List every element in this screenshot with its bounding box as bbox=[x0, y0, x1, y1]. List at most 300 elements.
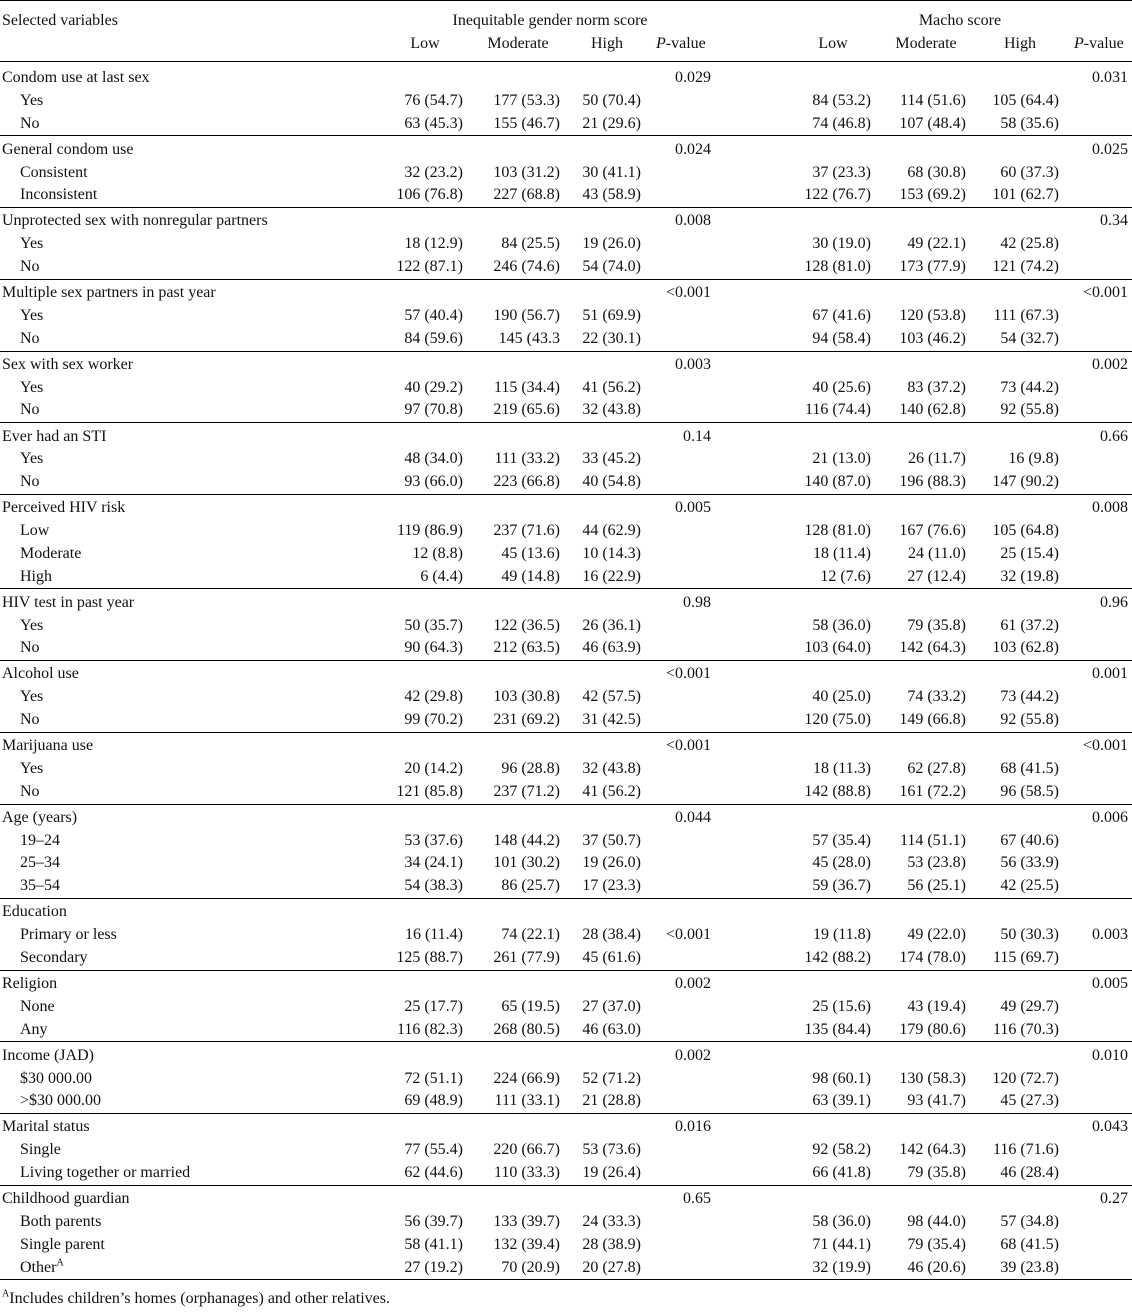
category-label: Moderate bbox=[20, 544, 82, 562]
table-cell: 10 (14.3) bbox=[582, 544, 641, 562]
table-cell: 53 (73.6) bbox=[582, 1141, 641, 1159]
table-cell: 227 (68.8) bbox=[493, 186, 560, 204]
table-cell: 190 (56.7) bbox=[493, 306, 560, 324]
category-label: Inconsistent bbox=[20, 186, 98, 204]
table-cell: 90 (64.3) bbox=[404, 639, 463, 657]
p-value-macho: 0.043 bbox=[1092, 1118, 1128, 1136]
header-col-moderate-1: Moderate bbox=[487, 35, 549, 52]
footnote-marker: A bbox=[2, 1288, 10, 1300]
table-cell: 116 (82.3) bbox=[396, 1020, 463, 1038]
table-cell: 21 (29.6) bbox=[582, 114, 641, 132]
table-cell: 16 (11.4) bbox=[404, 926, 463, 944]
category-label: Single parent bbox=[20, 1235, 105, 1253]
table-cell: 42 (25.5) bbox=[1000, 877, 1059, 895]
p-value-macho: 0.27 bbox=[1100, 1190, 1128, 1208]
variable-label: Unprotected sex with nonregular partners bbox=[2, 212, 268, 230]
table-cell: 42 (57.5) bbox=[582, 688, 641, 706]
table-cell: 37 (23.3) bbox=[812, 163, 871, 181]
table-cell: 103 (31.2) bbox=[493, 163, 560, 181]
table-cell: 61 (37.2) bbox=[1000, 616, 1059, 634]
table-cell: 110 (33.3) bbox=[493, 1164, 560, 1181]
table-cell: 44 (62.9) bbox=[582, 522, 641, 539]
table-cell: 49 (22.1) bbox=[907, 235, 966, 253]
row-separator bbox=[0, 207, 1132, 208]
variable-label: Religion bbox=[2, 975, 58, 992]
table-cell: 237 (71.6) bbox=[493, 522, 560, 539]
category-label: Single bbox=[20, 1141, 61, 1159]
table-cell: 20 (14.2) bbox=[404, 759, 463, 777]
table-cell: 115 (69.7) bbox=[992, 948, 1059, 966]
category-label: No bbox=[20, 329, 40, 347]
p-value-macho: 0.005 bbox=[1092, 975, 1128, 992]
table-cell: 103 (46.2) bbox=[899, 329, 966, 347]
table-cell: 74 (46.8) bbox=[812, 114, 871, 132]
table-cell: 84 (59.6) bbox=[404, 329, 463, 347]
table-cell: 22 (30.1) bbox=[582, 329, 641, 347]
category-label: Yes bbox=[20, 378, 44, 396]
table-cell: 53 (23.8) bbox=[907, 854, 966, 872]
table-cell: 16 (22.9) bbox=[582, 567, 641, 585]
table-cell: 42 (25.8) bbox=[1000, 235, 1059, 253]
category-label: High bbox=[20, 567, 52, 585]
table-cell: 50 (70.4) bbox=[582, 91, 641, 109]
table-cell: 51 (69.9) bbox=[582, 306, 641, 324]
variable-label: Ever had an STI bbox=[2, 427, 107, 445]
header-col-pvalue-2: P-value bbox=[1074, 35, 1124, 52]
category-label: No bbox=[20, 114, 40, 132]
header-col-high-1: High bbox=[591, 35, 623, 52]
row-separator bbox=[0, 1185, 1132, 1186]
category-label: Secondary bbox=[20, 948, 88, 966]
table-cell: 28 (38.4) bbox=[582, 926, 641, 944]
category-label: No bbox=[20, 401, 40, 419]
table-cell: 67 (41.6) bbox=[812, 306, 871, 324]
variable-label: Alcohol use bbox=[2, 665, 79, 683]
category-label: 25–34 bbox=[20, 854, 60, 872]
table-cell: 33 (45.2) bbox=[582, 450, 641, 468]
table-cell: 120 (53.8) bbox=[899, 306, 966, 324]
table-cell: 223 (66.8) bbox=[493, 473, 560, 491]
table-cell: 73 (44.2) bbox=[1000, 688, 1059, 706]
category-label: No bbox=[20, 258, 40, 275]
table-cell: 119 (86.9) bbox=[396, 522, 463, 539]
table-cell: 48 (34.0) bbox=[404, 450, 463, 468]
table-cell: 74 (33.2) bbox=[907, 688, 966, 706]
table-cell: 56 (33.9) bbox=[1000, 854, 1059, 872]
row-separator bbox=[0, 898, 1132, 899]
table-cell: 106 (76.8) bbox=[396, 186, 463, 204]
p-value-gender-norm: 0.005 bbox=[675, 499, 711, 517]
table-cell: 46 (63.0) bbox=[582, 1020, 641, 1038]
table-cell: 96 (28.8) bbox=[501, 759, 560, 777]
row-separator bbox=[0, 422, 1132, 423]
category-label: Low bbox=[20, 522, 50, 539]
table-cell: 71 (44.1) bbox=[812, 1235, 871, 1253]
p-value-macho: 0.006 bbox=[1092, 808, 1128, 826]
table-cell: 24 (33.3) bbox=[582, 1212, 641, 1230]
table-cell: 60 (37.3) bbox=[1000, 163, 1059, 181]
row-separator bbox=[0, 135, 1132, 136]
table-cell: 16 (9.8) bbox=[1008, 450, 1059, 468]
category-label: Any bbox=[20, 1020, 48, 1038]
table-cell: 142 (64.3) bbox=[899, 1141, 966, 1159]
table-cell: 173 (77.9) bbox=[899, 258, 966, 275]
table-cell: 50 (35.7) bbox=[404, 616, 463, 634]
table-cell: 45 (13.6) bbox=[501, 544, 560, 562]
variable-label: Education bbox=[2, 903, 67, 921]
table-cell: 83 (37.2) bbox=[907, 378, 966, 396]
category-label: No bbox=[20, 639, 40, 657]
table-cell: 62 (27.8) bbox=[907, 759, 966, 777]
table-cell: 120 (72.7) bbox=[992, 1069, 1059, 1087]
p-value-gender-norm: <0.001 bbox=[665, 665, 711, 683]
table-cell: 148 (44.2) bbox=[493, 831, 560, 849]
table-cell: 34 (24.1) bbox=[404, 854, 463, 872]
header-col-moderate-2: Moderate bbox=[895, 35, 957, 52]
table-cell: 27 (19.2) bbox=[404, 1258, 463, 1276]
table-cell: 116 (74.4) bbox=[804, 401, 871, 419]
table-cell: 46 (63.9) bbox=[582, 639, 641, 657]
table-cell: 45 (61.6) bbox=[582, 948, 641, 966]
table-cell: 77 (55.4) bbox=[404, 1141, 463, 1159]
table-cell: 224 (66.9) bbox=[493, 1069, 560, 1087]
category-label: No bbox=[20, 711, 40, 728]
table-cell: 246 (74.6) bbox=[493, 258, 560, 275]
table-cell: 39 (23.8) bbox=[1000, 1258, 1059, 1276]
table-cell: 140 (62.8) bbox=[899, 401, 966, 419]
row-separator bbox=[0, 1113, 1132, 1114]
table-cell: 122 (36.5) bbox=[493, 616, 560, 634]
table-cell: 121 (85.8) bbox=[396, 782, 463, 800]
p-value-macho: 0.001 bbox=[1092, 665, 1128, 683]
p-value-gender-norm: <0.001 bbox=[665, 284, 711, 302]
table-cell: 93 (66.0) bbox=[404, 473, 463, 491]
table-cell: 145 (43.3 bbox=[498, 329, 560, 347]
category-label: No bbox=[20, 782, 40, 800]
table-bottom-rule bbox=[0, 1279, 1132, 1280]
table-cell: 19 (11.8) bbox=[812, 926, 871, 944]
row-separator bbox=[0, 494, 1132, 495]
table-cell: 93 (41.7) bbox=[907, 1092, 966, 1110]
row-separator bbox=[0, 732, 1132, 733]
table-cell: 57 (40.4) bbox=[404, 306, 463, 324]
table-cell: 147 (90.2) bbox=[992, 473, 1059, 491]
category-label: >$30 000.00 bbox=[20, 1092, 102, 1110]
table-cell: 105 (64.4) bbox=[992, 91, 1059, 109]
table-cell: 99 (70.2) bbox=[404, 711, 463, 728]
table-cell: 142 (88.2) bbox=[804, 948, 871, 966]
table-cell: 142 (88.8) bbox=[804, 782, 871, 800]
p-value-macho: 0.008 bbox=[1092, 499, 1128, 517]
table-cell: 98 (60.1) bbox=[812, 1069, 871, 1087]
table-cell: 25 (17.7) bbox=[404, 997, 463, 1015]
table-cell: 54 (74.0) bbox=[582, 258, 641, 275]
table-cell: 32 (19.9) bbox=[812, 1258, 871, 1276]
table-cell: 32 (23.2) bbox=[404, 163, 463, 181]
table-cell: 167 (76.6) bbox=[899, 522, 966, 539]
category-label: Yes bbox=[20, 688, 44, 706]
table-cell: 101 (30.2) bbox=[493, 854, 560, 872]
variable-label: Sex with sex worker bbox=[2, 355, 134, 373]
p-value-gender-norm: <0.001 bbox=[665, 926, 711, 944]
table-cell: 74 (22.1) bbox=[501, 926, 560, 944]
table-cell: 46 (28.4) bbox=[1000, 1164, 1059, 1181]
p-value-macho: 0.010 bbox=[1092, 1046, 1128, 1064]
table-cell: 98 (44.0) bbox=[907, 1212, 966, 1230]
table-cell: 111 (67.3) bbox=[993, 306, 1059, 324]
table-cell: 32 (43.8) bbox=[582, 759, 641, 777]
row-separator bbox=[0, 1041, 1132, 1042]
table-cell: 92 (58.2) bbox=[812, 1141, 871, 1159]
table-cell: 121 (74.2) bbox=[992, 258, 1059, 275]
table-cell: 96 (58.5) bbox=[1000, 782, 1059, 800]
table-cell: 128 (81.0) bbox=[804, 522, 871, 539]
table-cell: 94 (58.4) bbox=[812, 329, 871, 347]
table-cell: 21 (13.0) bbox=[812, 450, 871, 468]
table-cell: 59 (36.7) bbox=[812, 877, 871, 895]
table-footnote bbox=[2, 1289, 390, 1309]
table-cell: 92 (55.8) bbox=[1000, 711, 1059, 728]
p-value-macho: 0.66 bbox=[1100, 427, 1128, 445]
category-label: Yes bbox=[20, 91, 44, 109]
p-value-macho: 0.025 bbox=[1092, 140, 1128, 158]
table-cell: 105 (64.8) bbox=[992, 522, 1059, 539]
p-value-gender-norm: 0.029 bbox=[675, 69, 711, 86]
table-cell: 17 (23.3) bbox=[582, 877, 641, 895]
category-label: Yes bbox=[20, 450, 44, 468]
p-value-gender-norm: 0.98 bbox=[683, 593, 711, 611]
category-label: No bbox=[20, 473, 40, 491]
table-cell: 52 (71.2) bbox=[582, 1069, 641, 1087]
table-cell: 19 (26.0) bbox=[582, 854, 641, 872]
table-cell: 128 (81.0) bbox=[804, 258, 871, 275]
table-cell: 111 (33.1) bbox=[494, 1092, 560, 1110]
table-cell: 54 (38.3) bbox=[404, 877, 463, 895]
table-cell: 149 (66.8) bbox=[899, 711, 966, 728]
table-cell: 268 (80.5) bbox=[493, 1020, 560, 1038]
header-col-high-2: High bbox=[1004, 35, 1036, 52]
table-cell: 18 (11.4) bbox=[812, 544, 871, 562]
table-cell: 12 (7.6) bbox=[820, 567, 871, 585]
footnote-text: Includes children’s homes (orphanages) and other relatives. bbox=[9, 1290, 390, 1307]
table-cell: 6 (4.4) bbox=[420, 567, 463, 585]
table-cell: 56 (39.7) bbox=[404, 1212, 463, 1230]
table-cell: 63 (39.1) bbox=[812, 1092, 871, 1110]
variable-label: Perceived HIV risk bbox=[2, 499, 126, 517]
table-cell: 155 (46.7) bbox=[493, 114, 560, 132]
table-cell: 24 (11.0) bbox=[907, 544, 966, 562]
table-cell: 43 (58.9) bbox=[582, 186, 641, 204]
row-separator bbox=[0, 660, 1132, 661]
table-cell: 174 (78.0) bbox=[899, 948, 966, 966]
table-cell: 58 (35.6) bbox=[1000, 114, 1059, 132]
table-cell: 12 (8.8) bbox=[412, 544, 463, 562]
table-cell: 84 (25.5) bbox=[501, 235, 560, 253]
table-cell: 219 (65.6) bbox=[493, 401, 560, 419]
table-cell: 41 (56.2) bbox=[582, 782, 641, 800]
table-cell: 66 (41.8) bbox=[812, 1164, 871, 1181]
table-cell: 92 (55.8) bbox=[1000, 401, 1059, 419]
table-cell: 103 (64.0) bbox=[804, 639, 871, 657]
table-cell: 41 (56.2) bbox=[582, 378, 641, 396]
table-cell: 103 (30.8) bbox=[493, 688, 560, 706]
table-cell: 58 (36.0) bbox=[812, 616, 871, 634]
table-cell: 116 (70.3) bbox=[992, 1020, 1059, 1038]
table-cell: 122 (76.7) bbox=[804, 186, 871, 204]
table-cell: 45 (28.0) bbox=[812, 854, 871, 872]
table-cell: 32 (19.8) bbox=[1000, 567, 1059, 585]
category-label: Other$^A$ bbox=[20, 1257, 64, 1276]
table-cell: 57 (34.8) bbox=[1000, 1212, 1059, 1230]
table-cell: 107 (48.4) bbox=[899, 114, 966, 132]
table-cell: 31 (42.5) bbox=[582, 711, 641, 728]
table-cell: 49 (29.7) bbox=[1000, 997, 1059, 1015]
table-cell: 68 (30.8) bbox=[907, 163, 966, 181]
p-value-gender-norm: 0.044 bbox=[675, 808, 711, 826]
variable-label: Marijuana use bbox=[2, 737, 94, 755]
table-cell: 58 (41.1) bbox=[404, 1235, 463, 1253]
table-cell: 122 (87.1) bbox=[396, 258, 463, 275]
table-cell: 56 (25.1) bbox=[907, 877, 966, 895]
header-col-low-1: Low bbox=[410, 35, 440, 52]
table-cell: 30 (41.1) bbox=[582, 163, 641, 181]
category-label: Both parents bbox=[20, 1212, 102, 1230]
table-cell: 65 (19.5) bbox=[501, 997, 560, 1015]
p-value-gender-norm: 0.024 bbox=[675, 140, 711, 158]
header-macho-score: Macho score bbox=[918, 12, 1002, 29]
p-value-gender-norm: 0.003 bbox=[675, 355, 711, 373]
table-cell: 86 (25.7) bbox=[501, 877, 560, 895]
table-cell: 153 (69.2) bbox=[899, 186, 966, 204]
category-label: Yes bbox=[20, 235, 44, 253]
table-cell: 32 (43.8) bbox=[582, 401, 641, 419]
table-cell: 68 (41.5) bbox=[1000, 759, 1059, 777]
table-cell: 67 (40.6) bbox=[1000, 831, 1059, 849]
table-cell: 25 (15.6) bbox=[812, 997, 871, 1015]
category-label: Yes bbox=[20, 759, 44, 777]
table-cell: 37 (50.7) bbox=[582, 831, 641, 849]
table-cell: 142 (64.3) bbox=[899, 639, 966, 657]
table-cell: 73 (44.2) bbox=[1000, 378, 1059, 396]
category-label: 35–54 bbox=[20, 877, 60, 895]
p-value-gender-norm: 0.016 bbox=[675, 1118, 711, 1136]
variable-label: Condom use at last sex bbox=[2, 69, 150, 86]
table-cell: 49 (14.8) bbox=[501, 567, 560, 585]
table-cell: 54 (32.7) bbox=[1000, 329, 1059, 347]
table-cell: 261 (77.9) bbox=[493, 948, 560, 966]
table-cell: 40 (25.6) bbox=[812, 378, 871, 396]
table-cell: 130 (58.3) bbox=[899, 1069, 966, 1087]
table-cell: 49 (22.0) bbox=[907, 926, 966, 944]
table-cell: 19 (26.0) bbox=[582, 235, 641, 253]
table-cell: 97 (70.8) bbox=[404, 401, 463, 419]
p-value-macho: 0.002 bbox=[1092, 355, 1128, 373]
table-cell: 114 (51.6) bbox=[899, 91, 966, 109]
row-separator bbox=[0, 804, 1132, 805]
table-cell: 18 (11.3) bbox=[812, 759, 871, 777]
p-value-gender-norm: 0.002 bbox=[675, 975, 711, 992]
table-cell: 116 (71.6) bbox=[992, 1141, 1059, 1159]
table-cell: 30 (19.0) bbox=[812, 235, 871, 253]
table-cell: 27 (37.0) bbox=[582, 997, 641, 1015]
table-cell: 62 (44.6) bbox=[404, 1164, 463, 1181]
p-value-gender-norm: <0.001 bbox=[665, 737, 711, 755]
table-cell: 68 (41.5) bbox=[1000, 1235, 1059, 1253]
p-value-gender-norm: 0.008 bbox=[675, 212, 711, 230]
table-cell: 120 (75.0) bbox=[804, 711, 871, 728]
p-value-macho: 0.96 bbox=[1100, 593, 1128, 611]
variable-label: HIV test in past year bbox=[2, 593, 135, 611]
table-cell: 161 (72.2) bbox=[899, 782, 966, 800]
table-cell: 57 (35.4) bbox=[812, 831, 871, 849]
table-header bbox=[0, 0, 1132, 62]
table-cell: 231 (69.2) bbox=[493, 711, 560, 728]
table-cell: 40 (25.0) bbox=[812, 688, 871, 706]
table-cell: 72 (51.1) bbox=[404, 1069, 463, 1087]
header-inequitable-gender-norm: Inequitable gender norm score bbox=[452, 12, 648, 29]
table-cell: 40 (54.8) bbox=[582, 473, 641, 491]
variable-label: Age (years) bbox=[2, 808, 78, 826]
table-cell: 21 (28.8) bbox=[582, 1092, 641, 1110]
row-separator bbox=[0, 970, 1132, 971]
table-cell: 19 (26.4) bbox=[582, 1164, 641, 1181]
table-cell: 125 (88.7) bbox=[396, 948, 463, 966]
table-cell: 46 (20.6) bbox=[907, 1258, 966, 1276]
table-cell: 179 (80.6) bbox=[899, 1020, 966, 1038]
p-value-macho: <0.001 bbox=[1082, 284, 1128, 302]
table-cell: 26 (11.7) bbox=[907, 450, 966, 468]
table-cell: 58 (36.0) bbox=[812, 1212, 871, 1230]
table-cell: 84 (53.2) bbox=[812, 91, 871, 109]
table-cell: 135 (84.4) bbox=[804, 1020, 871, 1038]
table-cell: 101 (62.7) bbox=[992, 186, 1059, 204]
table-cell: 50 (30.3) bbox=[1000, 926, 1059, 944]
category-label: Living together or married bbox=[20, 1164, 191, 1181]
table-cell: 196 (88.3) bbox=[899, 473, 966, 491]
table-cell: 133 (39.7) bbox=[493, 1212, 560, 1230]
table-cell: 40 (29.2) bbox=[404, 378, 463, 396]
category-label: Yes bbox=[20, 616, 44, 634]
table-cell: 63 (45.3) bbox=[404, 114, 463, 132]
p-value-macho: 0.003 bbox=[1092, 926, 1128, 944]
table-cell: 26 (36.1) bbox=[582, 616, 641, 634]
category-label: None bbox=[20, 997, 55, 1015]
header-selected-variables: Selected variables bbox=[2, 12, 118, 29]
table-cell: 177 (53.3) bbox=[493, 91, 560, 109]
row-separator bbox=[0, 351, 1132, 352]
table-cell: 111 (33.2) bbox=[494, 450, 560, 468]
variable-label: Multiple sex partners in past year bbox=[2, 284, 216, 302]
header-col-pvalue-1: P-value bbox=[656, 35, 706, 52]
table-cell: 79 (35.8) bbox=[907, 616, 966, 634]
table-cell: 79 (35.4) bbox=[907, 1235, 966, 1253]
table-cell: 132 (39.4) bbox=[493, 1235, 560, 1253]
table-cell: 42 (29.8) bbox=[404, 688, 463, 706]
p-value-gender-norm: 0.002 bbox=[675, 1046, 711, 1064]
table-cell: 27 (12.4) bbox=[907, 567, 966, 585]
category-label: Primary or less bbox=[20, 926, 117, 944]
table-cell: 114 (51.1) bbox=[899, 831, 966, 849]
category-label: 19–24 bbox=[20, 831, 60, 849]
table-cell: 43 (19.4) bbox=[907, 997, 966, 1015]
p-value-macho: 0.031 bbox=[1092, 69, 1128, 86]
table-cell: 20 (27.8) bbox=[582, 1258, 641, 1276]
p-value-macho: <0.001 bbox=[1082, 737, 1128, 755]
table-cell: 69 (48.9) bbox=[404, 1092, 463, 1110]
table-cell: 28 (38.9) bbox=[582, 1235, 641, 1253]
variable-label: Childhood guardian bbox=[2, 1190, 130, 1208]
table-cell: 237 (71.2) bbox=[493, 782, 560, 800]
